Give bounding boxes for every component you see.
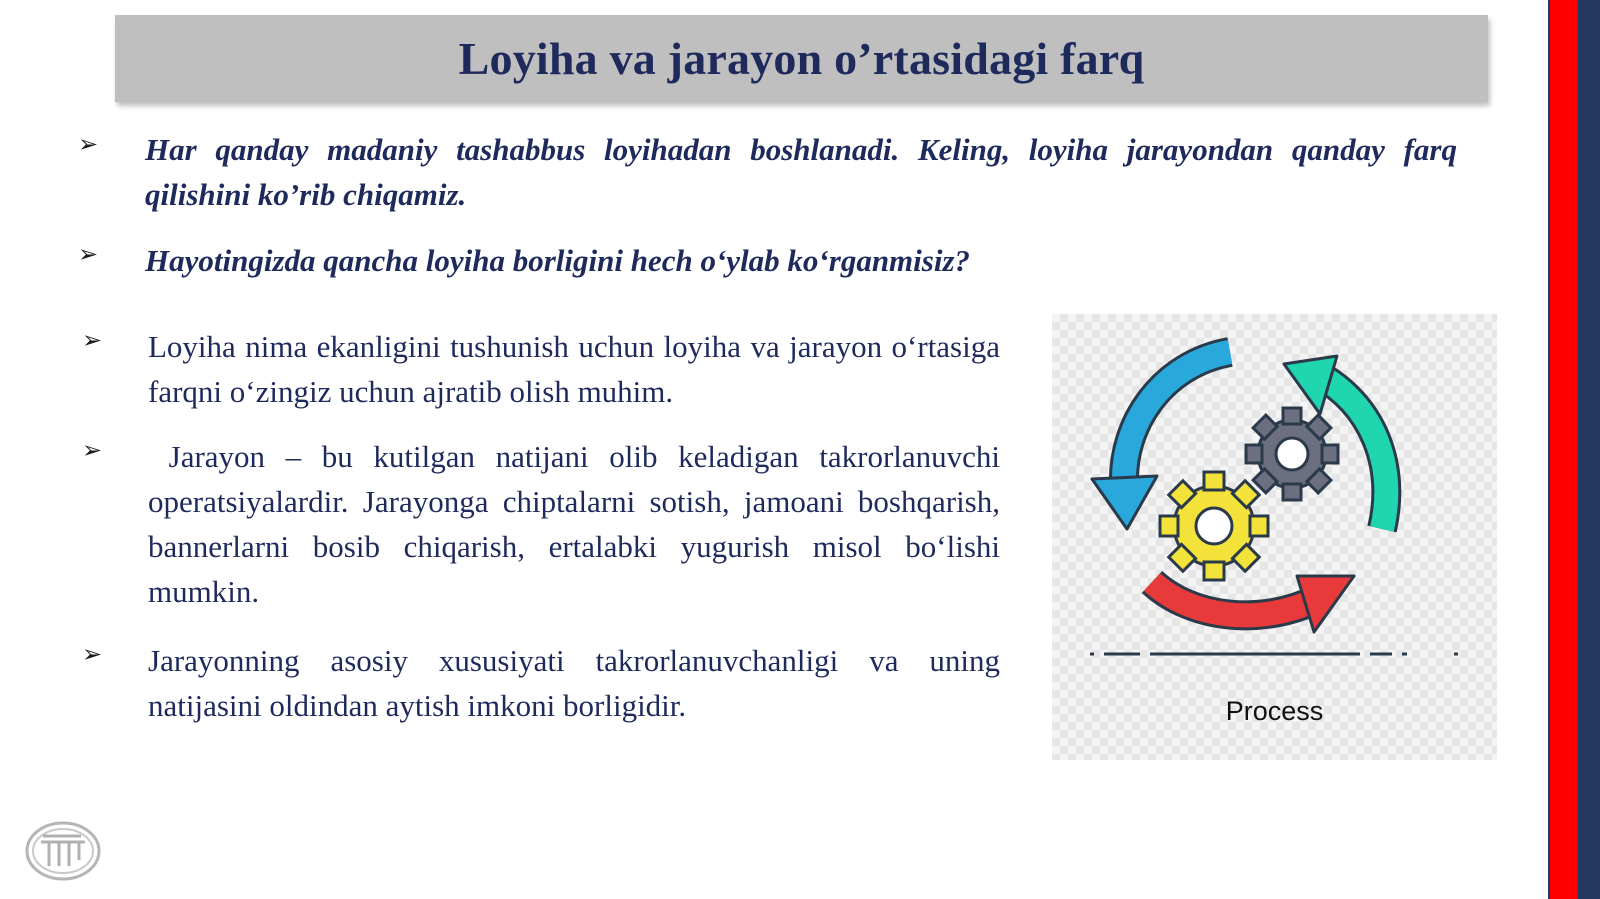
side-stripe-red — [1550, 0, 1578, 899]
body-paragraph-2: Jarayon – bu kutilgan natijani olib keladigan takrorlanuvchi operatsiyalardir. Jarayonga chiptalarni sotish, jamoani boshqarish, bannerlarni bosib chiqarish, ertalabki yugurish misol bo‘lishi mumkin. — [148, 439, 1008, 609]
bullet-arrow-icon: ➢ — [82, 436, 103, 464]
bullet-arrow-icon: ➢ — [78, 130, 99, 158]
bullet-arrow-icon: ➢ — [78, 240, 99, 268]
title-bar — [115, 15, 1488, 102]
university-emblem-icon — [23, 820, 103, 882]
body-paragraph-1: Loyiha nima ekanligini tushunish uchun loyiha va jarayon o‘rtasiga farqni o‘zingiz uchun ajratib olish muhim. — [148, 329, 1000, 409]
body-paragraph-3: Jarayonning asosiy xususiyati takrorlanuvchanligi va uning natijasini oldindan aytish imkoni borligidir. — [148, 643, 1000, 723]
bullet-arrow-icon: ➢ — [82, 640, 103, 668]
question-paragraph: Hayotingizda qancha loyiha borligini hech o‘ylab ko‘rganmisiz? — [145, 243, 971, 278]
bullet-arrow-icon: ➢ — [82, 326, 103, 354]
slide-title: Loyiha va jarayon o’rtasidagi farq — [458, 33, 1145, 84]
process-caption: Process — [1225, 696, 1324, 726]
process-cycle-gears-icon — [1052, 314, 1497, 760]
process-image — [1052, 314, 1497, 760]
intro-paragraph: Har qanday madaniy tashabbus loyihadan boshlanadi. Keling, loyiha jarayondan qanday farq qilishini ko’rib chiqamiz. — [145, 132, 1457, 212]
side-stripe-navy — [1578, 0, 1600, 899]
